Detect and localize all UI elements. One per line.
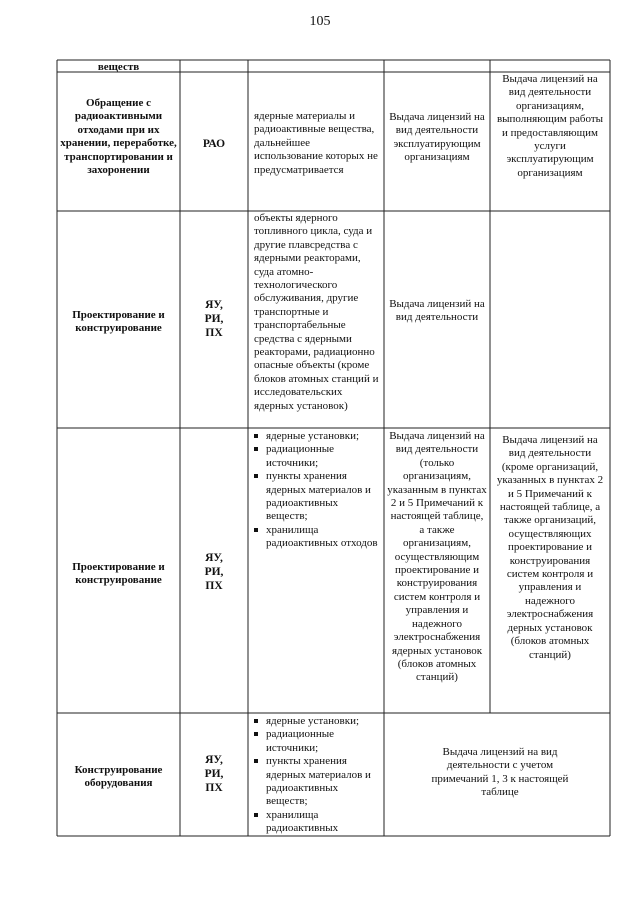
bullet-icon (254, 528, 258, 532)
page-number: 105 (309, 14, 331, 29)
table-cell-licensing-other-orgs: Выдача лицензий на вид деятельности (кроме организаций, указанных в пунктах 2 и 5 Примечаний к настоящей таблице, а также организаций, осуществляющих проектирование и конструирования систем контроля и управления и надежного электроснабжения дерных установок (блоков атомных станций) (496, 434, 604, 661)
table-cell-codes (180, 551, 248, 593)
table-cell-activity: Проектирование и конструирование (72, 561, 165, 587)
bullet-icon (254, 434, 258, 438)
list-item: хранилища радиоактивных отходов (252, 524, 382, 551)
table-cell-licensing-operators: Выдача лицензий на вид деятельности эксплуатирующим организациям (389, 111, 485, 164)
table-cell-licensing-selected-orgs: Выдача лицензий на вид деятельности (только организациям, указанным в пунктах 2 и 5 Примечаний к настоящей таблице, а также организациям, осуществляющим проектирование и конструирования систем контроля и управления и надежного электроснабжения ядерных установок (блоков атомных станций) (387, 430, 487, 684)
code-item: ЯУ, (205, 754, 223, 766)
table-cell-objects: ядерные материалы и радиоактивные вещества, дальнейшее использование которых не предусматривается (254, 110, 378, 176)
code-item: ПХ (205, 580, 223, 592)
bullet-icon (254, 719, 258, 723)
list-item: хранилища радиоактивных (252, 809, 382, 836)
table-cell-licensing-contractors: Выдача лицензий на вид деятельности организациям, выполняющим работы и предоставляющим услуги эксплуатирующим организациям (496, 73, 604, 179)
table-cell-activity: Обращение с радиоактивными отходами при их хранении, переработке, транспортировании и захоронении (60, 97, 177, 177)
bullet-icon (254, 813, 258, 817)
code-item: ЯУ, (205, 552, 223, 564)
list-item: ядерные установки; (252, 430, 382, 443)
list-item: радиационные источники; (252, 443, 382, 470)
table-cell-codes (180, 298, 248, 340)
bullet-icon (254, 759, 258, 763)
table-cell-codes: РАО (202, 138, 226, 150)
table-cell-licensing: Выдача лицензий на вид деятельности (389, 298, 485, 324)
code-item: РИ, (204, 566, 224, 578)
code-item: ПХ (205, 782, 223, 794)
table-cell-codes (180, 753, 248, 795)
list-item: пункты хранения ядерных материалов и радиоактивных веществ; (252, 470, 382, 524)
bullet-icon (254, 732, 258, 736)
code-item: РИ, (204, 768, 224, 780)
table-cell-activity: Проектирование и конструирование (72, 309, 165, 335)
list-item: радиационные источники; (252, 728, 382, 755)
list-item: пункты хранения ядерных материалов и радиоактивных веществ; (252, 755, 382, 809)
list-item: ядерные установки; (252, 715, 382, 728)
code-item: ЯУ, (205, 299, 223, 311)
table-cell-objects-list (252, 715, 382, 836)
code-item: РИ, (204, 313, 224, 325)
code-item: ПХ (205, 327, 223, 339)
table-cell-activity: Конструирование оборудования (74, 764, 163, 790)
table-cell-activity-continued: веществ (97, 61, 140, 73)
table-cell-objects-list (252, 430, 382, 551)
bullet-icon (254, 474, 258, 478)
bullet-icon (254, 447, 258, 451)
table-cell-objects: объекты ядерного топливного цикла, суда и другие плавсредства с ядерными реакторами, суда атомно-технологического обслуживания, другие транспортные и транспортабельные средства с ядерными реакторами, радиационно опасные объекты (кроме блоков атомных станций и исследовательских ядерных установок) (254, 212, 379, 412)
table-cell-licensing-merged: Выдача лицензий на вид деятельности с учетом примечаний 1, 3 к настоящей таблице (431, 746, 569, 799)
